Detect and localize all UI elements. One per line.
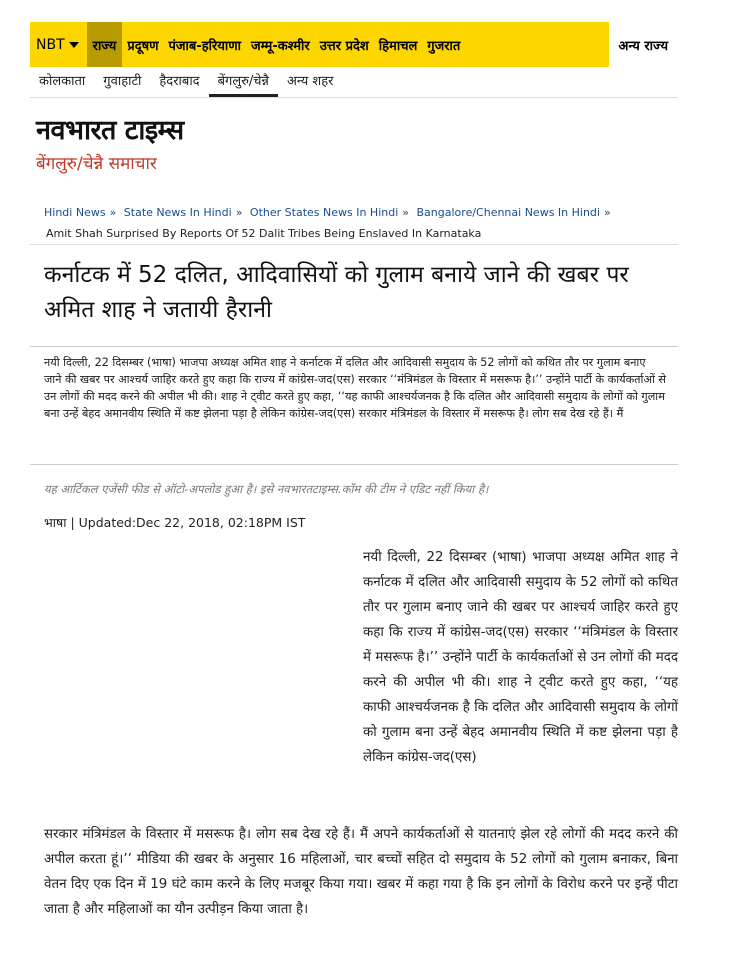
nav-item-punjab-haryana[interactable]: पंजाब-हरियाणा xyxy=(168,38,242,54)
breadcrumb-item-bangalore-chennai-news[interactable]: Bangalore/Chennai News In Hindi xyxy=(416,206,600,219)
breadcrumb-links xyxy=(44,206,615,219)
subnav-item-bengaluru-chennai[interactable]: बेंगलुरु/चेन्नै xyxy=(209,71,278,97)
subnav-item-kolkata[interactable]: कोलकाता xyxy=(39,74,86,89)
breadcrumb-item-hindi-news[interactable]: Hindi News xyxy=(44,206,106,219)
nav-item-uttar-pradesh[interactable]: उत्तर प्रदेश xyxy=(319,38,369,54)
article-body-paragraph: नयी दिल्ली, 22 दिसम्बर (भाषा) भाजपा अध्यक्ष अमित शाह ने कर्नाटक में दलित और आदिवासी समुदाय के 52 लोगों को कथित तौर पर गुलाम बनाए जाने की खबर पर आश्चर्य जाहिर करते हुए कहा कि राज्य में कांग्रेस-जद(एस) सरकार ‘‘मंत्रिमंडल के विस्तार में मसरूफ है।’’ उन्होंने पार्टी के कार्यकर्ताओं से उन लोगों की मदद करने की अपील भी की। शाह ने ट्वीट करते हुए कहा, ‘‘यह काफी आश्चर्यजनक है कि दलित और आदिवासी समुदाय के लोगों को गुलाम बना उन्हें बेहद अमानवीय स्थिति में कष्ट झेलना पड़ा है लेकिन कांग्रेस-जद(एस) xyxy=(363,550,678,765)
brand-block xyxy=(36,110,184,174)
nav-item-gujarat[interactable]: गुजरात xyxy=(427,38,461,54)
nav-item-himachal[interactable]: हिमाचल xyxy=(378,38,418,54)
breadcrumb-separator: » xyxy=(603,206,611,219)
nbt-menu-button[interactable] xyxy=(30,22,87,67)
article-body-column xyxy=(363,545,678,770)
breadcrumb-item-other-states-news[interactable]: Other States News In Hindi xyxy=(249,206,399,219)
section-title[interactable]: बेंगलुरु/चेन्नै समाचार xyxy=(36,154,157,174)
article-body-paragraph: सरकार मंत्रिमंडल के विस्तार में मसरूफ है। लोग सब देख रहे हैं। मैं अपने कार्यकर्ताओं से यातनाएं झेल रहे लोगों की मदद करने की अपील करता हूं।’’ मीडिया की खबर के अनुसार 16 महिलाओं, चार बच्चों सहित दो समुदाय के 52 लोगों को गुलाम बनाकर, बिना वेतन दिए एक दिन में 19 घंटे काम करने के लिए मजबूर किया गया। खबर में कहा गया है कि इन लोगों के विरोध करने पर इन्हें पीटा जाता है और महिलाओं का यौन उत्पीड़न किया जाता है। xyxy=(44,827,678,917)
state-nav-bar xyxy=(30,22,678,67)
breadcrumb xyxy=(30,200,678,245)
nav-item-other-states[interactable]: अन्य राज्य xyxy=(609,22,679,67)
caret-down-icon xyxy=(69,42,79,48)
site-logo[interactable]: नवभारत टाइम्स xyxy=(36,115,184,146)
article-summary-box xyxy=(30,346,678,465)
nbt-label: NBT xyxy=(36,36,65,53)
agency-disclaimer: यह आर्टिकल एजेंसी फीड से ऑटो-अपलोड हुआ है। इसे नवभारतटाइम्स.कॉम की टीम ने एडिट नहीं किया है। xyxy=(44,482,489,496)
breadcrumb-separator: » xyxy=(109,206,117,219)
article-byline: भाषा | Updated:Dec 22, 2018, 02:18PM IST xyxy=(44,515,306,530)
breadcrumb-separator: » xyxy=(235,206,243,219)
nav-item-rajya[interactable]: राज्य xyxy=(87,22,123,67)
nav-item-pradushan[interactable]: प्रदूषण xyxy=(127,38,159,54)
breadcrumb-current: Amit Shah Surprised By Reports Of 52 Dalit Tribes Being Enslaved In Karnataka xyxy=(46,227,482,240)
subnav-item-other-cities[interactable]: अन्य शहर xyxy=(286,74,334,89)
article-summary: नयी दिल्ली, 22 दिसम्बर (भाषा) भाजपा अध्यक्ष अमित शाह ने कर्नाटक में दलित और आदिवासी समुदाय के 52 लोगों को कथित तौर पर गुलाम बनाए जाने की खबर पर आश्चर्य जाहिर करते हुए कहा कि राज्य में कांग्रेस-जद(एस) सरकार ‘‘मंत्रिमंडल के विस्तार में मसरूफ है।’’ उन्होंने पार्टी के कार्यकर्ताओं से उन लोगों की मदद करने की अपील भी की। शाह ने ट्वीट करते हुए कहा, ‘‘यह काफी आश्चर्यजनक है कि दलित और आदिवासी समुदाय के लोगों को गुलाम बना उन्हें बेहद अमानवीय स्थिति में कष्ट झेलना पड़ा है लेकिन कांग्रेस-जद(एस) सरकार मंत्रिमंडल के विस्तार में मसरूफ है। लोग सब देख रहे हैं। मैं xyxy=(44,356,666,420)
breadcrumb-item-state-news[interactable]: State News In Hindi xyxy=(123,206,232,219)
article-headline: कर्नाटक में 52 दलित, आदिवासियों को गुलाम बनाये जाने की खबर पर अमित शाह ने जतायी हैरानी xyxy=(44,262,629,323)
breadcrumb-separator: » xyxy=(402,206,410,219)
article-body-continued xyxy=(44,822,678,922)
nav-item-jammu-kashmir[interactable]: जम्मू-कश्मीर xyxy=(251,38,310,54)
city-subnav xyxy=(30,67,678,98)
subnav-item-guwahati[interactable]: गुवाहाटी xyxy=(103,74,142,89)
subnav-item-hyderabad[interactable]: हैदराबाद xyxy=(159,74,200,89)
